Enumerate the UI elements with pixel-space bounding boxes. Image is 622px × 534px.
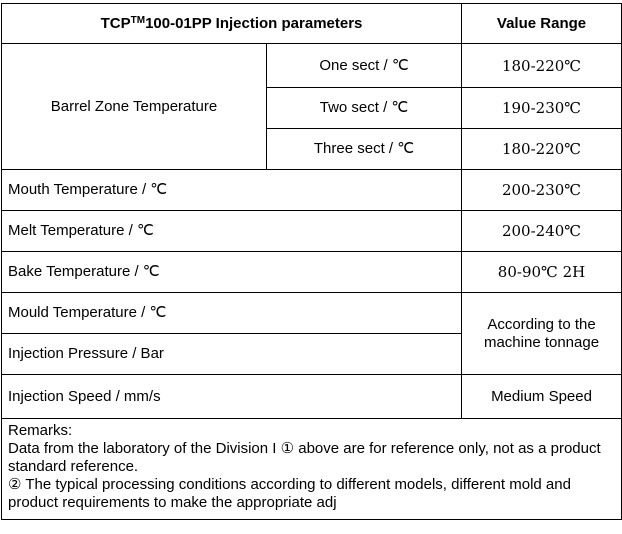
zone-one-label: One sect / ℃ [267, 44, 462, 88]
parameters-header [2, 4, 462, 44]
mould-pressure-value: According to the machine tonnage [462, 293, 622, 375]
bake-temperature-value: 80-90℃ 2H [462, 252, 622, 293]
zone-three-value: 180-220℃ [462, 129, 622, 170]
remarks-row [2, 419, 622, 520]
mouth-temperature-value: 200-230℃ [462, 170, 622, 211]
remarks-title: Remarks: [8, 422, 73, 439]
injection-speed-label: Injection Speed / mm/s [2, 375, 462, 419]
header-row [2, 4, 622, 44]
injection-parameters-table [1, 3, 622, 520]
remarks-line-2: ② The typical processing conditions according to different models, different mold and product requirements to make the appropriate adj [8, 476, 571, 511]
barrel-zone-label: Barrel Zone Temperature [2, 44, 267, 170]
table-row [2, 44, 622, 88]
value-range-header: Value Range [462, 4, 622, 44]
header-prefix: TCP [100, 14, 131, 32]
zone-two-label: Two sect / ℃ [267, 88, 462, 129]
mould-temperature-label: Mould Temperature / ℃ [2, 293, 462, 334]
header-suffix: 100-01PP Injection parameters [145, 14, 363, 32]
table-row [2, 375, 622, 419]
mouth-temperature-label: Mouth Temperature / ℃ [2, 170, 462, 211]
zone-three-label: Three sect / ℃ [267, 129, 462, 170]
table-row [2, 252, 622, 293]
injection-pressure-label: Injection Pressure / Bar [2, 334, 462, 375]
melt-temperature-value: 200-240℃ [462, 211, 622, 252]
table-row [2, 293, 622, 334]
bake-temperature-label: Bake Temperature / ℃ [2, 252, 462, 293]
injection-speed-value: Medium Speed [462, 375, 622, 419]
trademark-sup: TM [130, 14, 146, 26]
remarks-cell [2, 419, 622, 520]
remarks-line-1: Data from the laboratory of the Division I ① above are for reference only, not as a product standard reference. [8, 440, 601, 475]
zone-one-value: 180-220℃ [462, 44, 622, 88]
table-row [2, 211, 622, 252]
zone-two-value: 190-230℃ [462, 88, 622, 129]
table-row [2, 170, 622, 211]
melt-temperature-label: Melt Temperature / ℃ [2, 211, 462, 252]
